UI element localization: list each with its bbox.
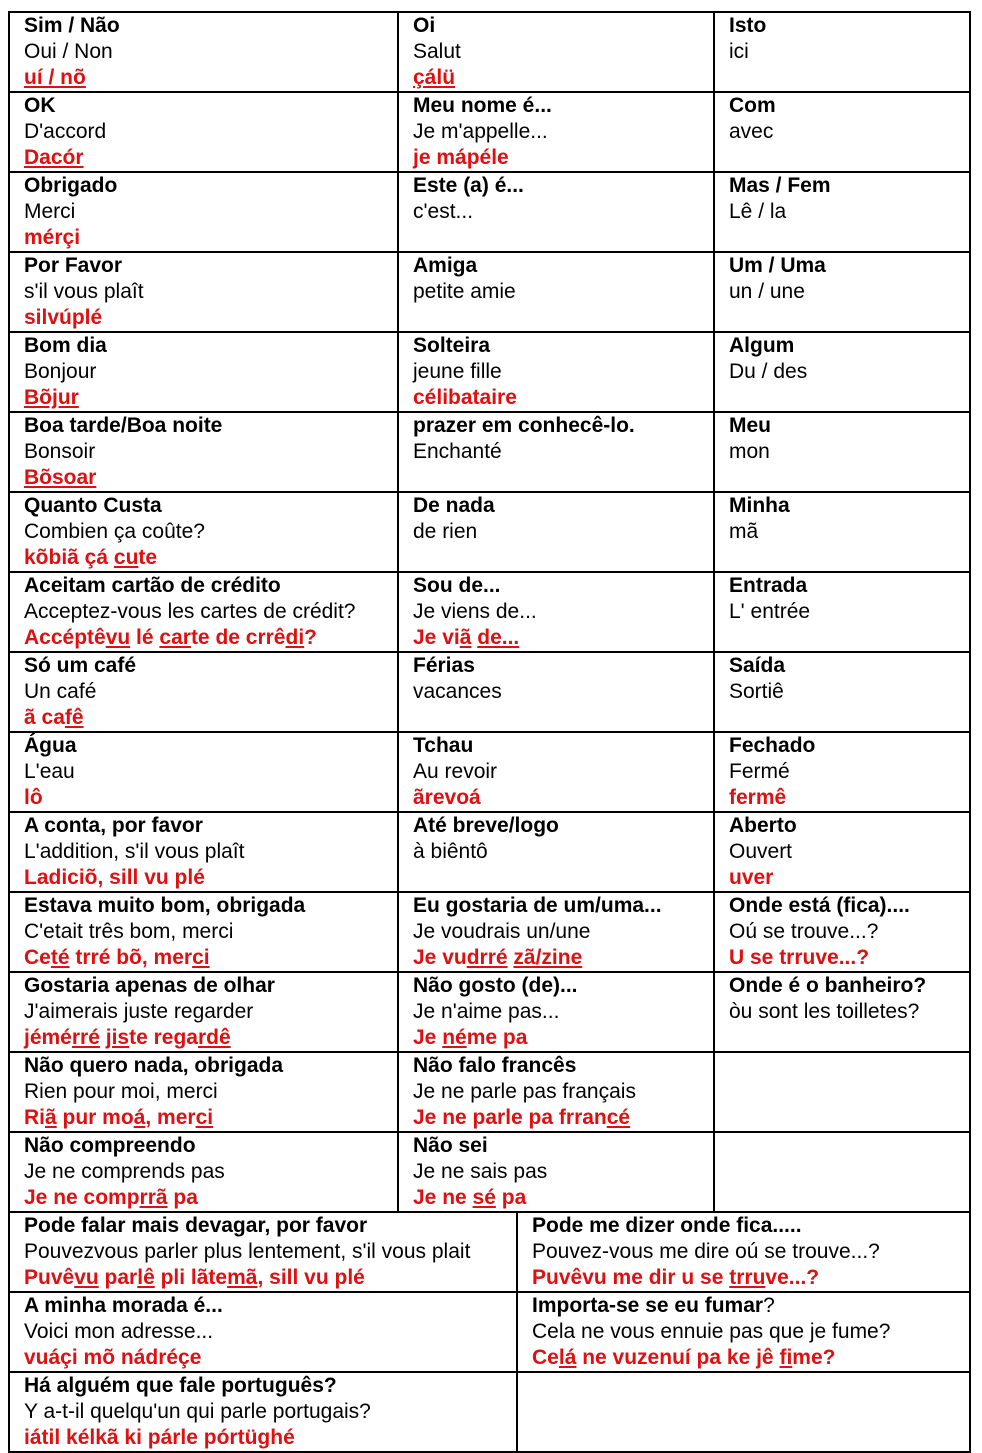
- portuguese-phrase: Até breve/logo: [413, 814, 559, 837]
- phrase-cell: [398, 92, 714, 172]
- pronunciation: Riã pur moá, merci: [24, 1106, 214, 1129]
- french-translation: ici: [729, 40, 749, 63]
- phrase-row: [9, 892, 970, 972]
- french-translation: Pouvezvous parler plus lentement, s'il vous plait: [24, 1240, 471, 1263]
- phrase-row: [9, 412, 970, 492]
- portuguese-phrase: Isto: [729, 14, 767, 37]
- phrase-cell: [398, 812, 714, 892]
- phrase-row: [9, 572, 970, 652]
- phrase-cell: [398, 572, 714, 652]
- phrase-cell: [9, 892, 398, 972]
- pronunciation: lô: [24, 786, 43, 809]
- phrase-cell: [714, 812, 970, 892]
- french-translation: Fermé: [729, 760, 790, 783]
- pronunciation: Je ne parle pa frrancé: [413, 1106, 631, 1129]
- pronunciation: Je ne sé pa: [413, 1186, 527, 1209]
- phrase-cell: [517, 1212, 970, 1292]
- phrase-row: [9, 92, 970, 172]
- phrase-cell: [714, 332, 970, 412]
- phrase-row: [9, 332, 970, 412]
- portuguese-phrase: Não gosto (de)...: [413, 974, 578, 997]
- phrase-cell: [714, 92, 970, 172]
- portuguese-phrase: Aberto: [729, 814, 797, 837]
- french-translation: Merci: [24, 200, 76, 223]
- french-translation: petite amie: [413, 280, 516, 303]
- french-translation: Je m'appelle...: [413, 120, 548, 143]
- portuguese-phrase: A conta, por favor: [24, 814, 203, 837]
- pronunciation: Ceté trré bõ, merci: [24, 946, 210, 969]
- portuguese-phrase: Por Favor: [24, 254, 123, 277]
- phrase-cell: [398, 892, 714, 972]
- phrase-cell: [9, 492, 398, 572]
- portuguese-phrase: Solteira: [413, 334, 491, 357]
- french-translation: mã: [729, 520, 759, 543]
- portuguese-phrase: Água: [24, 734, 77, 757]
- portuguese-phrase: Minha: [729, 494, 790, 517]
- pronunciation: vuáçi mõ nádréçe: [24, 1346, 202, 1369]
- portuguese-phrase: Saída: [729, 654, 786, 677]
- pronunciation: Je ne comprrã pa: [24, 1186, 198, 1209]
- portuguese-phrase: Tchau: [413, 734, 474, 757]
- french-translation: Voici mon adresse...: [24, 1320, 214, 1343]
- french-translation: Je ne comprends pas: [24, 1160, 225, 1183]
- phrase-cell: [398, 12, 714, 92]
- phrase-cell: [714, 652, 970, 732]
- portuguese-phrase: Mas / Fem: [729, 174, 831, 197]
- phrase-cell: [714, 1052, 970, 1132]
- phrase-row: [9, 972, 970, 1052]
- portuguese-phrase: Só um café: [24, 654, 137, 677]
- french-translation: Oui / Non: [24, 40, 113, 63]
- pronunciation: çálü: [413, 66, 456, 89]
- portuguese-phrase: Pode falar mais devagar, por favor: [24, 1214, 368, 1237]
- phrase-cell: [714, 572, 970, 652]
- french-translation: Rien pour moi, merci: [24, 1080, 218, 1103]
- phrase-cell: [398, 732, 714, 812]
- phrase-row: [9, 172, 970, 252]
- french-translation: Y a-t-il quelqu'un qui parle portugais?: [24, 1400, 371, 1423]
- portuguese-phrase: Quanto Custa: [24, 494, 162, 517]
- phrase-cell: [714, 972, 970, 1052]
- phrase-cell: [398, 972, 714, 1052]
- portuguese-phrase: Com: [729, 94, 776, 117]
- phrase-cell: [714, 492, 970, 572]
- phrase-cell: [398, 252, 714, 332]
- french-translation: Je n'aime pas...: [413, 1000, 560, 1023]
- french-translation: Bonsoir: [24, 440, 96, 463]
- phrase-cell: [9, 1052, 398, 1132]
- pronunciation: Celá ne vuzenuí pa ke jê fime?: [532, 1346, 836, 1369]
- french-translation: c'est...: [413, 200, 474, 223]
- portuguese-phrase: Não falo francês: [413, 1054, 577, 1077]
- phrase-cell: [714, 412, 970, 492]
- portuguese-phrase: Onde está (fica)....: [729, 894, 910, 917]
- portuguese-phrase: OK: [24, 94, 56, 117]
- french-translation: L'eau: [24, 760, 75, 783]
- french-translation: Je voudrais un/une: [413, 920, 591, 943]
- french-translation: de rien: [413, 520, 478, 543]
- french-translation: J'aimerais juste regarder: [24, 1000, 254, 1023]
- phrase-cell: [398, 1132, 714, 1212]
- phrase-cell: [714, 172, 970, 252]
- french-translation: òu sont les toilletes?: [729, 1000, 920, 1023]
- phrase-cell: [9, 12, 398, 92]
- french-translation: Au revoir: [413, 760, 498, 783]
- pronunciation: Puvêvu me dir u se trruve...?: [532, 1266, 820, 1289]
- portuguese-phrase: Aceitam cartão de crédito: [24, 574, 281, 597]
- french-translation: Combien ça coûte?: [24, 520, 205, 543]
- french-translation: Un café: [24, 680, 97, 703]
- pronunciation: fermê: [729, 786, 787, 809]
- pronunciation: uí / nõ: [24, 66, 86, 89]
- french-translation: s'il vous plaît: [24, 280, 144, 303]
- pronunciation: jémérré jiste regardê: [24, 1026, 231, 1049]
- phrase-cell: [9, 1132, 398, 1212]
- french-translation: Ouvert: [729, 840, 793, 863]
- pronunciation: je mápéle: [413, 146, 509, 169]
- portuguese-phrase: Gostaria apenas de olhar: [24, 974, 275, 997]
- phrase-row: [9, 732, 970, 812]
- phrase-cell: [398, 332, 714, 412]
- french-translation: à biêntô: [413, 840, 488, 863]
- phrase-cell: [398, 652, 714, 732]
- portuguese-phrase: A minha morada é...: [24, 1294, 223, 1317]
- portuguese-phrase: Férias: [413, 654, 475, 677]
- portuguese-phrase: Obrigado: [24, 174, 118, 197]
- phrase-cell: [9, 172, 398, 252]
- pronunciation: mérçi: [24, 226, 81, 249]
- portuguese-phrase: Oi: [413, 14, 436, 37]
- french-translation: Enchanté: [413, 440, 502, 463]
- portuguese-phrase: Não quero nada, obrigada: [24, 1054, 284, 1077]
- phrase-row: [9, 1372, 970, 1452]
- phrase-row: [9, 492, 970, 572]
- pronunciation: célibataire: [413, 386, 517, 409]
- french-translation: Lê / la: [729, 200, 787, 223]
- pronunciation: Je néme pa: [413, 1026, 528, 1049]
- portuguese-phrase: Não compreendo: [24, 1134, 196, 1157]
- portuguese-phrase: Há alguém que fale português?: [24, 1374, 337, 1397]
- phrase-cell: [517, 1372, 970, 1452]
- phrase-cell: [9, 1212, 517, 1292]
- phrase-cell: [398, 492, 714, 572]
- portuguese-phrase: Meu nome é...: [413, 94, 552, 117]
- pronunciation: Ladiciõ, sill vu plé: [24, 866, 205, 889]
- french-translation: mon: [729, 440, 770, 463]
- french-translation: D'accord: [24, 120, 107, 143]
- phrase-row: [9, 652, 970, 732]
- phrase-row: [9, 1292, 970, 1372]
- phrase-cell: [9, 572, 398, 652]
- french-translation: Cela ne vous ennuie pas que je fume?: [532, 1320, 891, 1343]
- pronunciation: silvúplé: [24, 306, 103, 329]
- portuguese-phrase: Onde é o banheiro?: [729, 974, 927, 997]
- pronunciation: ãrevoá: [413, 786, 481, 809]
- pronunciation: Puvêvu parlê pli lãtemã, sill vu plé: [24, 1266, 365, 1289]
- phrase-cell: [714, 892, 970, 972]
- french-translation: vacances: [413, 680, 502, 703]
- pronunciation: ã cafê: [24, 706, 84, 729]
- phrase-cell: [714, 252, 970, 332]
- portuguese-phrase: Não sei: [413, 1134, 488, 1157]
- phrase-row: [9, 252, 970, 332]
- phrase-cell: [714, 732, 970, 812]
- pronunciation: uver: [729, 866, 774, 889]
- french-translation: Pouvez-vous me dire oú se trouve...?: [532, 1240, 880, 1263]
- french-translation: Acceptez-vous les cartes de crédit?: [24, 600, 356, 623]
- french-translation: Salut: [413, 40, 461, 63]
- phrase-cell: [398, 172, 714, 252]
- pronunciation: Dacór: [24, 146, 84, 169]
- french-translation: un / une: [729, 280, 805, 303]
- french-translation: Je ne sais pas: [413, 1160, 548, 1183]
- portuguese-phrase: Pode me dizer onde fica.....: [532, 1214, 802, 1237]
- phrase-cell: [9, 732, 398, 812]
- phrase-row: [9, 812, 970, 892]
- portuguese-phrase: prazer em conhecê-lo.: [413, 414, 635, 437]
- portuguese-phrase: Um / Uma: [729, 254, 826, 277]
- phrase-cell: [9, 972, 398, 1052]
- phrase-cell: [398, 1052, 714, 1132]
- portuguese-phrase: Meu: [729, 414, 771, 437]
- phrase-cell: [714, 12, 970, 92]
- phrase-cell: [398, 412, 714, 492]
- phrase-cell: [9, 92, 398, 172]
- pronunciation: Bõsoar: [24, 466, 97, 489]
- french-translation: avec: [729, 120, 774, 143]
- portuguese-phrase: Este (a) é...: [413, 174, 524, 197]
- french-translation: Sortiê: [729, 680, 784, 703]
- phrase-cell: [9, 332, 398, 412]
- french-translation: Bonjour: [24, 360, 97, 383]
- phrase-cell: [9, 1292, 517, 1372]
- french-translation: Du / des: [729, 360, 808, 383]
- phrase-cell: [9, 412, 398, 492]
- phrase-cell: [9, 652, 398, 732]
- pronunciation: U se trruve...?: [729, 946, 870, 969]
- pronunciation: Je viã de...: [413, 626, 520, 649]
- french-translation: L' entrée: [729, 600, 811, 623]
- portuguese-phrase: De nada: [413, 494, 495, 517]
- pronunciation: iátil kélkã ki párle pórtüghé: [24, 1426, 295, 1449]
- french-translation: jeune fille: [413, 360, 502, 383]
- portuguese-phrase: Sou de...: [413, 574, 501, 597]
- phrase-row: [9, 1132, 970, 1212]
- phrase-cell: [9, 252, 398, 332]
- portuguese-phrase: Importa-se se eu fumar?: [532, 1294, 775, 1317]
- phrase-cell: [9, 812, 398, 892]
- french-translation: Je ne parle pas français: [413, 1080, 636, 1103]
- portuguese-phrase: Eu gostaria de um/uma...: [413, 894, 662, 917]
- portuguese-phrase: Sim / Não: [24, 14, 120, 37]
- phrase-cell: [517, 1292, 970, 1372]
- pronunciation: Bõjur: [24, 386, 79, 409]
- pronunciation: Accéptêvu lé carte de crrêdi?: [24, 626, 317, 649]
- phrase-row: [9, 1052, 970, 1132]
- pronunciation: Je vudrré zã/zine: [413, 946, 583, 969]
- phrase-table-two-columns: [8, 1211, 971, 1453]
- french-translation: C'etait três bom, merci: [24, 920, 234, 943]
- phrasebook-sheet: [8, 11, 969, 1453]
- portuguese-phrase: Amiga: [413, 254, 478, 277]
- phrase-row: [9, 1212, 970, 1292]
- portuguese-phrase: Entrada: [729, 574, 808, 597]
- portuguese-phrase: Estava muito bom, obrigada: [24, 894, 306, 917]
- phrase-row: [9, 12, 970, 92]
- portuguese-phrase: Fechado: [729, 734, 816, 757]
- french-translation: Oú se trouve...?: [729, 920, 879, 943]
- pronunciation: kõbiã çá cute: [24, 546, 158, 569]
- phrase-cell: [9, 1372, 517, 1452]
- portuguese-phrase: Bom dia: [24, 334, 107, 357]
- portuguese-phrase: Algum: [729, 334, 795, 357]
- french-translation: Je viens de...: [413, 600, 537, 623]
- phrase-table-three-columns: [8, 11, 971, 1213]
- portuguese-phrase: Boa tarde/Boa noite: [24, 414, 223, 437]
- french-translation: L'addition, s'il vous plaît: [24, 840, 245, 863]
- phrase-cell: [714, 1132, 970, 1212]
